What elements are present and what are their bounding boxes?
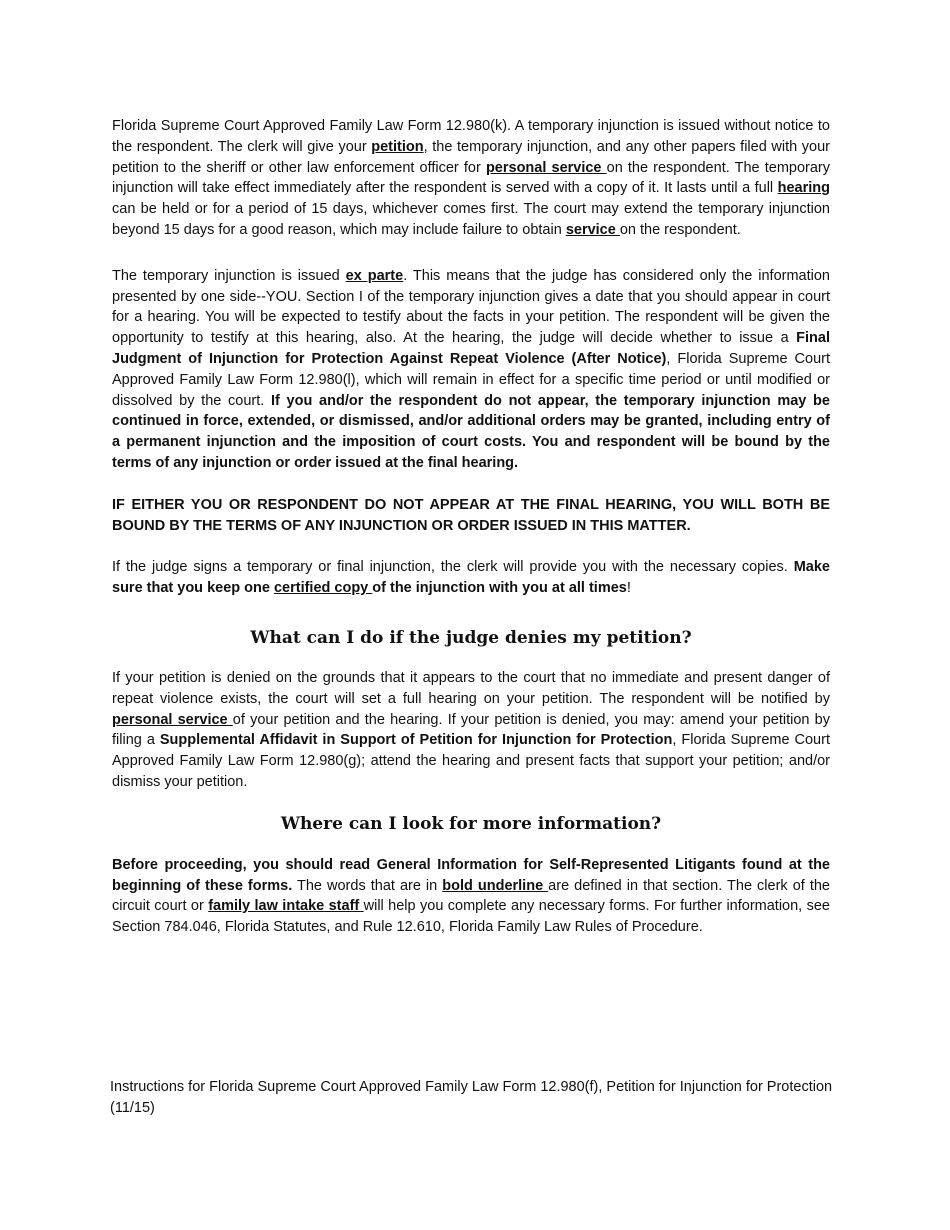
term-hearing: hearing: [777, 180, 830, 197]
term-bold-underline: bold underline: [442, 877, 549, 894]
page-footer: Instructions for Florida Supreme Court Approved Family Law Form 12.980(f), Petition for Injunction for Protection (11/15): [110, 1079, 833, 1116]
heading-denied-petition: What can I do if the judge denies my petition?: [250, 627, 692, 648]
paragraph-temporary-injunction: Florida Supreme Court Approved Family Law Form 12.980(k). A temporary injunction is issued without notice to the respondent. The clerk will give your petition, the temporary injunction, and any other papers filed with your petition to the sheriff or other law enforcement officer for personal service on the respondent. The temporary injunction will take effect immediately after the respondent is served with a copy of it. It lasts until a full hearing can be held or for a period of 15 days, whichever comes first. The court may extend the temporary injunction beyond 15 days for a good reason, which may include failure to obtain service on the respondent.: [112, 118, 830, 238]
term-personal-service-2: personal service: [112, 711, 233, 728]
supplemental-affidavit-title: Supplemental Affidavit in Support of Petition for Injunction for Protection: [159, 732, 673, 749]
term-personal-service: personal service: [485, 159, 607, 176]
term-petition: petition: [371, 138, 424, 155]
document-body: [112, 116, 830, 938]
paragraph-denied-petition: If your petition is denied on the grounds that it appears to the court that no immediate and present danger of repeat violence exists, the court will set a full hearing on your petition. The respondent will be notified by personal service of your petition and the hearing. If your petition is denied, you may: amend your petition by filing a Supplemental Affidavit in Support of Petition for Injunction for Protection, Florida Supreme Court Approved Family Law Form 12.980(g); attend the hearing and present facts that support your petition; and/or dismiss your petition.: [112, 669, 830, 790]
term-service: service: [565, 221, 620, 238]
term-certified-copy: certified copy: [273, 580, 373, 597]
paragraph-more-information: Before proceeding, you should read General Information for Self-Represented Litigants found at the beginning of these forms. The words that are in bold underline are defined in that section. The clerk of the circuit court or family law intake staff will help you complete any necessary forms. For further information, see Section 784.046, Florida Statutes, and Rule 12.610, Florida Family Law Rules of Procedure.: [112, 856, 830, 936]
paragraph-copies: If the judge signs a temporary or final injunction, the clerk will provide you with the necessary copies. Make sure that you keep one certified copy of the injunction with you at all times!: [112, 559, 830, 597]
heading-more-information: Where can I look for more information?: [280, 813, 662, 834]
term-intake-staff: family law intake staff: [208, 898, 364, 915]
final-judgment-title: Final Judgment of Injunction for Protection Against Repeat Violence (After Notice): [112, 330, 830, 367]
paragraph-bound-warning: IF EITHER YOU OR RESPONDENT DO NOT APPEAR AT THE FINAL HEARING, YOU WILL BOTH BE BOUND BY THE TERMS OF ANY INJUNCTION OR ORDER ISSUED IN THIS MATTER.: [112, 496, 830, 534]
appearance-warning: If you and/or the respondent do not appear, the temporary injunction may be continued in force, extended, or dismissed, and/or additional orders may be granted, including entry of a permanent injunction and the imposition of court costs. You and respondent will be bound by the terms of any injunction or order issued at the final hearing.: [112, 392, 830, 471]
paragraph-ex-parte: The temporary injunction is issued ex parte. This means that the judge has considered only the information presented by one side--YOU. Section I of the temporary injunction gives a date that you should appear in court for a hearing. You will be expected to testify about the facts in your petition. The respondent will be given the opportunity to testify at this hearing, also. At the hearing, the judge will decide whether to issue a Final Judgment of Injunction for Protection Against Repeat Violence (After Notice), Florida Supreme Court Approved Family Law Form 12.980(l), which will remain in effect for a specific time period or until modified or dissolved by the court. If you and/or the respondent do not appear, the temporary injunction may be continued in force, extended, or dismissed, and/or additional orders may be granted, including entry of a permanent injunction and the imposition of court costs. You and respondent will be bound by the terms of any injunction or order issued at the final hearing.: [112, 267, 830, 471]
term-ex-parte: ex parte: [345, 267, 404, 284]
